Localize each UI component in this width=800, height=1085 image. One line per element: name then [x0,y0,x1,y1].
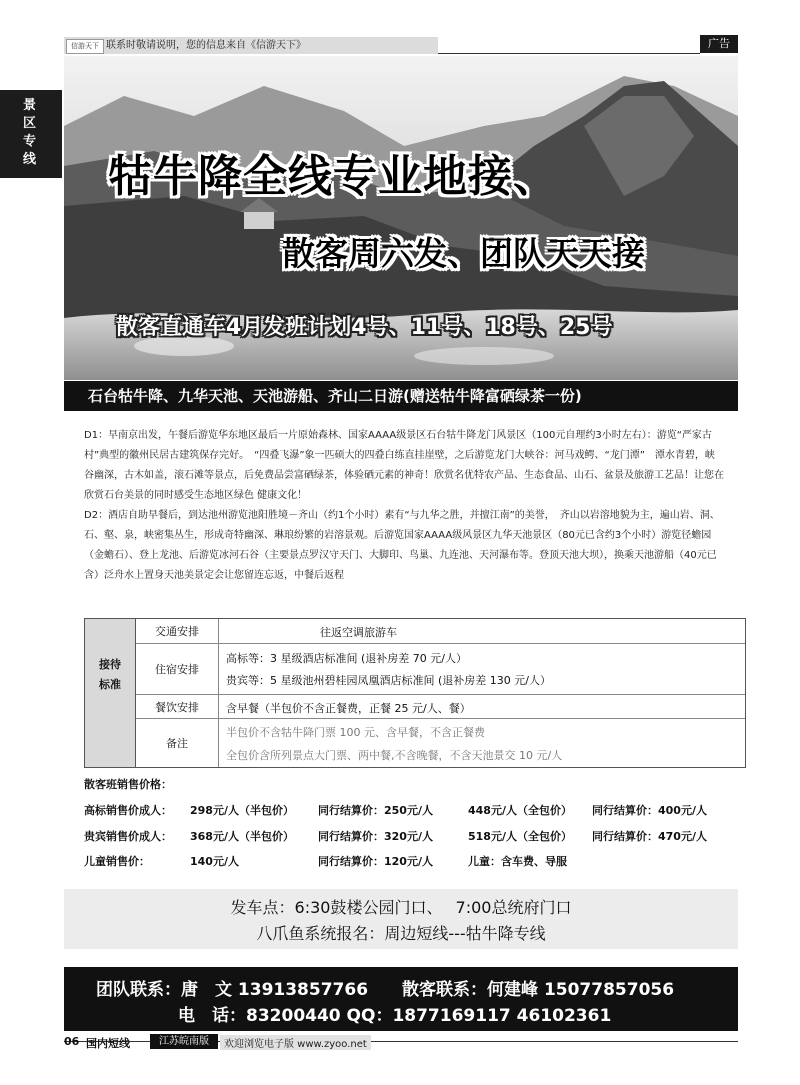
row-value: 往返空调旅游车 [320,626,397,639]
contact-note: 联系时敬请说明，您的信息来自《信游天下》 [106,40,306,51]
price-settle: 同行结算价：400元/人 [592,804,707,817]
price-value: 140元/人 [190,855,239,868]
table-row [136,619,745,644]
hero-schedule: 散客直通车4月发班计划4号、11号、18号、25号 [116,315,613,340]
standards-header-cell [85,619,136,767]
section-side-tab [0,90,62,178]
price-note: 儿童：含车费、导服 [468,855,567,868]
price-label: 儿童销售价： [84,855,150,868]
publisher-logo: 信游天下 [66,39,104,54]
hero-headline-1: 牯牛降全线专业地接、 [108,151,558,202]
table-row [136,695,745,719]
row-value: 半包价不含牯牛降门票 100 元、含早餐，不含正餐费 [226,726,485,739]
contact-bar [64,967,738,1031]
row-category: 住宿安排 [136,644,219,694]
table-row [136,719,745,767]
hero-banner [64,56,738,380]
footer-section: 国内短线 [86,1037,130,1050]
row-value: 贵宾等：5 星级池州碧桂园凤凰酒店标准间 (退补房差 130 元/人） [226,674,551,687]
price-settle: 同行结算价：470元/人 [592,830,707,843]
top-rule [438,53,700,54]
hero-headline-2: 散客周六发、团队天天接 [282,234,645,273]
row-category: 餐饮安排 [136,695,219,718]
price-label: 高标销售价成人： [84,804,172,817]
row-value: 含早餐（半包价不含正餐费，正餐 25 元/人、餐） [226,702,471,715]
price-value: 368元/人（半包价） [190,830,294,843]
departure-panel [64,889,738,949]
price-settle: 同行结算价：120元/人 [318,855,433,868]
price-value: 518元/人（全包价） [468,830,572,843]
price-title: 散客班销售价格： [84,778,172,791]
itinerary [84,426,724,586]
edition-badge: 江苏皖南版 [150,1034,218,1049]
ad-tag: 广告 [700,35,738,53]
tour-title: 石台牯牛降、九华天池、天池游船、齐山二日游(赠送牯牛降富硒绿茶一份) [88,387,582,405]
row-category: 备注 [136,719,219,767]
row-value: 全包价含所列景点大门票、两中餐,不含晚餐，不含天池景交 10 元/人 [226,749,563,762]
price-settle: 同行结算价：250元/人 [318,804,433,817]
tour-title-bar [64,381,738,411]
contact-people: 团队联系：唐 文 13913857766 散客联系：何建峰 15077857056 [96,980,675,1000]
itinerary-day-1: D1：早南京出发，午餐后游览华东地区最后一片原始森林、国家AAAA级景区石台牯牛降龙门风景区（100元自理约3小时左右）：游览“严家古村”典型的徽州民居古建筑保存完好。 “四叠飞瀑”象一匹硕大的四叠白练直挂崖壁，之后游览龙门大峡谷：河马戏鳄、“龙门潭” 潭水青碧，峡谷幽深，古木如盖，滚石滩等景点，后免费品尝富硒绿茶，体验硒元素的神奇！欣赏名优特农产品、生态食品、山石、盆景及旅游工艺品！让您在欣赏石台美景的同时感受生态地区绿色 健康文化！ [84,430,724,501]
website-link[interactable]: 欢迎浏览电子版 www.zyoo.net [220,1035,371,1050]
contact-phone-qq: 电 话：83200440 QQ：1877169117 46102361 [178,1006,612,1026]
standards-header: 接待标准 [99,658,121,691]
reception-standards-table [84,618,746,768]
row-category: 交通安排 [136,619,219,643]
table-row [136,644,745,695]
page-number: 06 [64,1035,80,1048]
row-value: 高标等：3 星级酒店标准间 (退补房差 70 元/人） [226,652,467,665]
price-value: 298元/人（半包价） [190,804,294,817]
itinerary-day-2: D2：酒店自助早餐后，到达池州游览池阳胜境－齐山（约1个小时）素有“与九华之胜，并擅江南”的美誉， 齐山以岩溶地貌为主，遍山岩、洞、石、壑、泉，峡密集丛生，形成奇特幽深、琳琅纷繁的岩溶景观。后游览国家AAAA级风景区九华天池景区（80元已含约3个小时）游览径蟾园（金蟾石）、登上龙池、后游览冰河石谷（主要景点罗汉守天门、大脚印、鸟巢、九连池、天河瀑布等。登顶天池大坝），换乘天池游船（40元已含）泛舟水上置身天池美景定会让您留连忘返，中餐后返程 [84,510,720,581]
side-tab-label: 景区专线 [22,98,37,167]
price-value: 448元/人（全包价） [468,804,572,817]
price-settle: 同行结算价：320元/人 [318,830,433,843]
price-label: 贵宾销售价成人： [84,830,172,843]
departure-points: 发车点：6:30鼓楼公园门口、 7:00总统府门口 [230,898,572,917]
booking-system-path: 八爪鱼系统报名：周边短线---牯牛降专线 [256,924,546,943]
